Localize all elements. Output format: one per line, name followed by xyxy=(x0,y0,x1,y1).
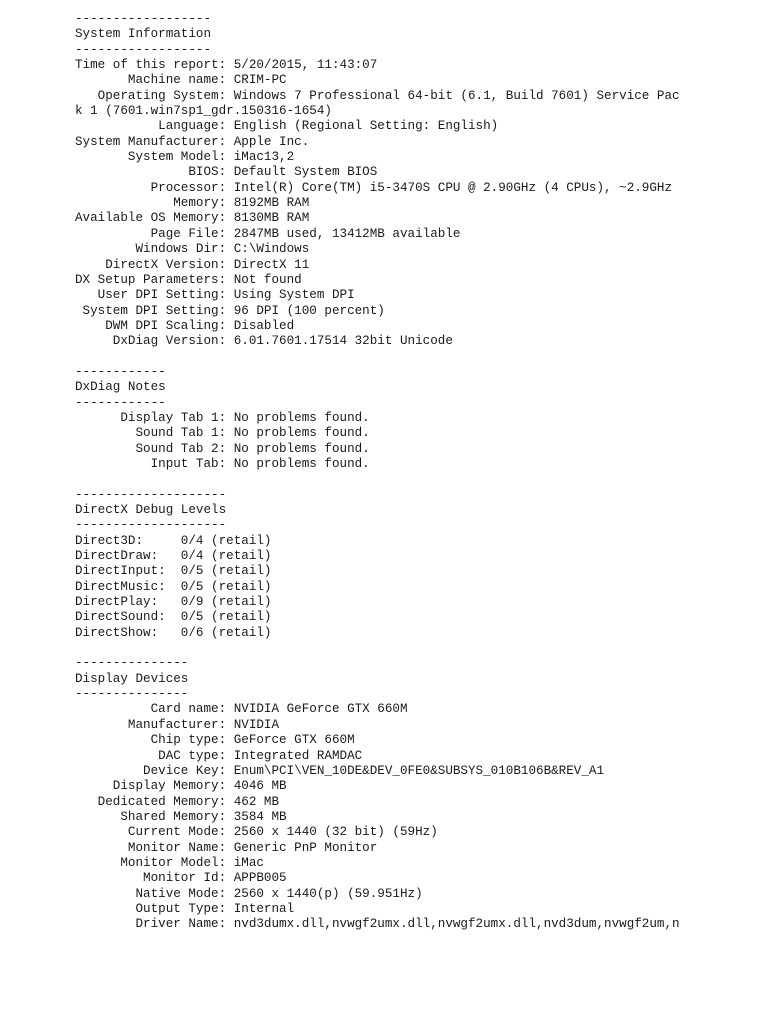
report-line: DxDiag Notes xyxy=(75,380,166,395)
report-line: Windows Dir: C:\Windows xyxy=(75,242,310,257)
report-line: Sound Tab 1: No problems found. xyxy=(75,426,370,441)
report-line: Direct3D: 0/4 (retail) xyxy=(75,533,272,548)
report-line: Input Tab: No problems found. xyxy=(75,456,370,471)
report-line: ------------------ xyxy=(75,12,212,26)
report-line: DirectDraw: 0/4 (retail) xyxy=(75,549,272,564)
report-line xyxy=(75,350,680,365)
report-line: Device Key: Enum\PCI\VEN_10DE&DEV_0FE0&SUBSYS_010B106B&REV_A1 xyxy=(75,763,605,778)
report-line: Time of this report: 5/20/2015, 11:43:07 xyxy=(75,58,378,73)
report-line: Monitor Id: APPB005 xyxy=(75,871,287,886)
report-line: Processor: Intel(R) Core(TM) i5-3470S CPU @ 2.90GHz (4 CPUs), ~2.9GHz xyxy=(75,180,673,195)
report-line: System Manufacturer: Apple Inc. xyxy=(75,134,310,149)
report-line: Available OS Memory: 8130MB RAM xyxy=(75,211,310,226)
report-line xyxy=(75,472,680,487)
report-line: Display Tab 1: No problems found. xyxy=(75,410,370,425)
report-line: ------------ xyxy=(75,395,166,410)
report-line: ------------ xyxy=(75,364,166,379)
report-line: Output Type: Internal xyxy=(75,901,295,916)
report-line: Manufacturer: NVIDIA xyxy=(75,717,280,732)
report-line: DxDiag Version: 6.01.7601.17514 32bit Unicode xyxy=(75,334,453,349)
report-line: BIOS: Default System BIOS xyxy=(75,165,378,180)
report-line: DirectInput: 0/5 (retail) xyxy=(75,564,272,579)
report-line: Display Memory: 4046 MB xyxy=(75,779,287,794)
report-line: Sound Tab 2: No problems found. xyxy=(75,441,370,456)
report-line: DirectMusic: 0/5 (retail) xyxy=(75,579,272,594)
dxdiag-report xyxy=(75,12,680,933)
report-line: ------------------ xyxy=(75,42,212,57)
report-line: Monitor Model: iMac xyxy=(75,855,264,870)
report-line: Dedicated Memory: 462 MB xyxy=(75,794,280,809)
report-line: Card name: NVIDIA GeForce GTX 660M xyxy=(75,702,408,717)
report-line: Operating System: Windows 7 Professional 64-bit (6.1, Build 7601) Service Pac xyxy=(75,88,680,103)
report-line: System DPI Setting: 96 DPI (100 percent) xyxy=(75,303,385,318)
report-line: Machine name: CRIM-PC xyxy=(75,73,287,88)
report-line: Current Mode: 2560 x 1440 (32 bit) (59Hz) xyxy=(75,825,438,840)
report-line: -------------------- xyxy=(75,487,227,502)
report-line: Display Devices xyxy=(75,671,189,686)
report-line: User DPI Setting: Using System DPI xyxy=(75,288,355,303)
report-line: System Information xyxy=(75,27,212,42)
report-line: k 1 (7601.win7sp1_gdr.150316-1654) xyxy=(75,104,332,119)
report-line: DirectPlay: 0/9 (retail) xyxy=(75,595,272,610)
report-line: DirectX Debug Levels xyxy=(75,503,227,517)
report-line: --------------- xyxy=(75,656,189,671)
report-line: DirectX Version: DirectX 11 xyxy=(75,257,310,272)
report-line: DWM DPI Scaling: Disabled xyxy=(75,318,295,333)
report-line: System Model: iMac13,2 xyxy=(75,150,295,165)
report-line: -------------------- xyxy=(75,518,227,533)
report-line: Native Mode: 2560 x 1440(p) (59.951Hz) xyxy=(75,886,423,901)
report-line: DAC type: Integrated RAMDAC xyxy=(75,748,363,763)
report-line: DirectShow: 0/6 (retail) xyxy=(75,625,272,640)
report-line: DirectSound: 0/5 (retail) xyxy=(75,610,272,625)
report-line: Memory: 8192MB RAM xyxy=(75,196,310,211)
report-line xyxy=(75,641,680,656)
report-line: Chip type: GeForce GTX 660M xyxy=(75,733,355,748)
report-line: DX Setup Parameters: Not found xyxy=(75,272,302,287)
report-line: Driver Name: nvd3dumx.dll,nvwgf2umx.dll,nvwgf2umx.dll,nvd3dum,nvwgf2um,n xyxy=(75,917,680,932)
report-line: Monitor Name: Generic PnP Monitor xyxy=(75,840,378,855)
report-line: Page File: 2847MB used, 13412MB available xyxy=(75,226,461,241)
report-line: --------------- xyxy=(75,687,189,702)
report-line: Shared Memory: 3584 MB xyxy=(75,809,287,824)
report-line: Language: English (Regional Setting: English) xyxy=(75,119,499,134)
